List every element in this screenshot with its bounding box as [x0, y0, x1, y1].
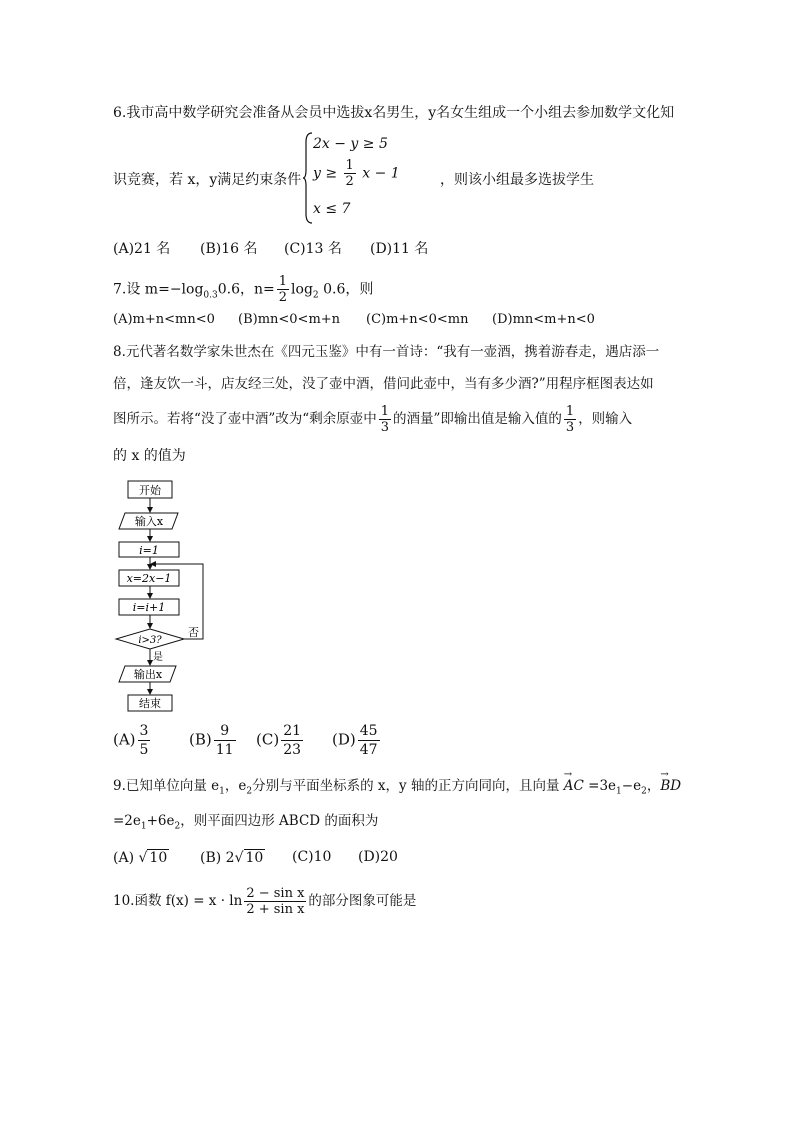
flow-input-text: 输入x [134, 515, 164, 528]
flow-yes-label: 是 [153, 652, 163, 663]
q8-option-a-frac [138, 722, 151, 759]
flow-step1-text: x=2x−1 [126, 572, 172, 585]
q6-c2-left: y ≥ [313, 165, 338, 182]
q8-option-a-den: 5 [139, 742, 149, 758]
q9-text-e: −e [621, 778, 642, 794]
q8-option-d-frac [358, 722, 380, 759]
flow-step2-text: i=i+1 [132, 601, 166, 614]
q9-sub4: 2 [641, 786, 647, 797]
q8-line3-b: 的酒量”即输出值是输入值的 [393, 411, 562, 427]
q6-line2-prefix: 识竞赛，若 x，y满足约束条件 [113, 172, 302, 188]
q6-c2-fraction [344, 158, 356, 189]
q9-line2-b: +6e [146, 813, 175, 829]
q7-sub-c: 2 [312, 290, 319, 301]
q7-line [113, 274, 373, 305]
q8-fraction-2 [564, 404, 576, 435]
q8-line3-c: ，则输入 [578, 411, 633, 427]
q8-option-b-den: 11 [215, 742, 234, 758]
q9-sub5: 1 [140, 821, 147, 832]
q6-c2-den: 2 [345, 174, 354, 189]
q8-option-c-den: 23 [283, 742, 302, 758]
q8-frac1-num: 1 [380, 404, 389, 419]
q7-option-c: (C)m+n<0<mn [366, 312, 469, 327]
q6-option-a: (A)21 名 [113, 241, 171, 257]
q8-option-d-num: 45 [359, 723, 378, 739]
q8-option-b [189, 722, 238, 759]
q9-option-d: (D)20 [358, 849, 398, 865]
q8-option-b-frac [214, 722, 236, 759]
q9-sub3: 1 [616, 786, 622, 797]
q7-sub-a: 0.3 [203, 290, 218, 301]
q9-text-f: ， [646, 778, 661, 794]
q6-line2-suffix: ，则该小组最多选拔学生 [440, 172, 594, 188]
q8-line2: 倍，逢友饮一斗，店友经三处，没了壶中酒，借问此壶中，当有多少酒?”用程序框图表达如 [113, 376, 654, 392]
q9-option-b-label: (B) 2 [200, 850, 235, 866]
q8-option-c [256, 722, 305, 759]
q7-text-a: 7.设 m=−log [113, 281, 204, 298]
flow-output-text: 输出x [133, 668, 163, 681]
q10-frac-num: 2 − sin x [246, 886, 305, 901]
q8-line3 [113, 404, 632, 435]
q7-fraction [277, 274, 289, 305]
q8-option-a [113, 722, 152, 759]
q9-vector-ac: → AC [564, 776, 584, 796]
q9-text-c: 分别与平面坐标系的 x，y 轴的正方向同向，且向量 [252, 778, 564, 794]
q9-option-a-radicand: 10 [149, 850, 168, 866]
q9-line2 [113, 811, 378, 837]
q8-flowchart [108, 478, 218, 714]
q9-sub6: 2 [174, 821, 181, 832]
q10-text-b: 的部分图象可能是 [308, 893, 417, 909]
flow-start-text: 开始 [139, 484, 161, 497]
q7-text-b: 0.6，n= [217, 281, 275, 298]
q10-text-a: 10.函数 f(x) = x · ln [113, 893, 243, 909]
q6-c2-right: x − 1 [362, 165, 400, 182]
q6-option-d: (D)11 名 [370, 241, 429, 257]
q8-option-c-frac [281, 722, 303, 759]
q8-option-b-num: 9 [214, 722, 236, 741]
q9-sub1: 1 [219, 786, 225, 797]
q6-line1: 6.我市高中数学研究会准备从会员中选拔x名男生，y名女生组成一个小组去参加数学文化知 [113, 105, 675, 121]
q7-frac-num: 1 [278, 274, 288, 289]
q7-option-b: (B)mn<0<m+n [238, 312, 341, 327]
q8-option-c-num: 21 [283, 723, 302, 739]
q8-frac2-num: 1 [565, 404, 575, 419]
q8-option-a-num: 3 [139, 723, 149, 739]
q6-brace [303, 132, 313, 224]
flow-end-text: 结束 [139, 697, 161, 710]
q6-constraint-3: x ≤ 7 [313, 201, 351, 217]
q9-line2-a: =2e [113, 813, 141, 829]
q9-line1 [113, 776, 681, 802]
q7-option-d: (D)mn<m+n<0 [492, 312, 595, 327]
q8-frac1-den: 3 [380, 420, 389, 435]
q9-text-a: 9.已知单位向量 e [113, 778, 220, 794]
q6-constraint-2 [313, 158, 400, 189]
q8-option-d-label: (D) [332, 730, 356, 749]
q10-fraction [244, 886, 306, 917]
q10-line [113, 886, 416, 917]
q6-option-b: (B)16 名 [200, 241, 258, 257]
q8-option-a-label: (A) [113, 730, 136, 749]
q9-option-a: (A) √ 10 [113, 850, 168, 866]
q8-option-c-label: (C) [256, 730, 280, 749]
q9-vector-bd: → BD [660, 776, 681, 796]
q9-sub2: 2 [246, 786, 253, 797]
q8-option-b-label: (B) [189, 730, 212, 749]
q9-text-b: ，e [224, 778, 247, 794]
q9-option-b-radicand: 10 [245, 850, 264, 866]
q8-fraction-1 [379, 404, 391, 435]
q6-constraint-1: 2x − y ≥ 5 [313, 136, 388, 152]
q9-option-b: (B) 2√ 10 [200, 850, 264, 866]
q10-frac-den: 2 + sin x [246, 902, 305, 917]
flow-no-label: 否 [188, 626, 199, 639]
q9-option-a-label: (A) [113, 850, 135, 866]
q8-frac2-den: 3 [565, 420, 575, 435]
flow-init-text: i=1 [139, 544, 159, 557]
q7-frac-den: 2 [278, 290, 288, 305]
q6-option-c: (C)13 名 [284, 241, 342, 257]
flow-cond-text: i>3? [138, 635, 162, 646]
q6-c2-num: 1 [345, 158, 354, 173]
q8-line3-a: 图所示。若将“没了壶中酒”改为“剩余原壶中 [113, 411, 377, 427]
q9-line2-c: ，则平面四边形 ABCD 的面积为 [180, 813, 379, 829]
q8-line1: 8.元代著名数学家朱世杰在《四元玉鉴》中有一首诗：“我有一壶酒，携着游春走，遇店添一 [113, 344, 660, 360]
q8-line4: 的 x 的值为 [113, 448, 186, 464]
q7-text-c: log [291, 281, 313, 298]
q7-option-a: (A)m+n<mn<0 [113, 312, 215, 327]
q9-text-d: =3e [583, 778, 617, 794]
q8-option-d [332, 722, 382, 759]
q8-option-d-den: 47 [359, 742, 378, 758]
q9-option-c: (C)10 [292, 849, 332, 865]
q7-text-d: 0.6，则 [318, 281, 374, 298]
